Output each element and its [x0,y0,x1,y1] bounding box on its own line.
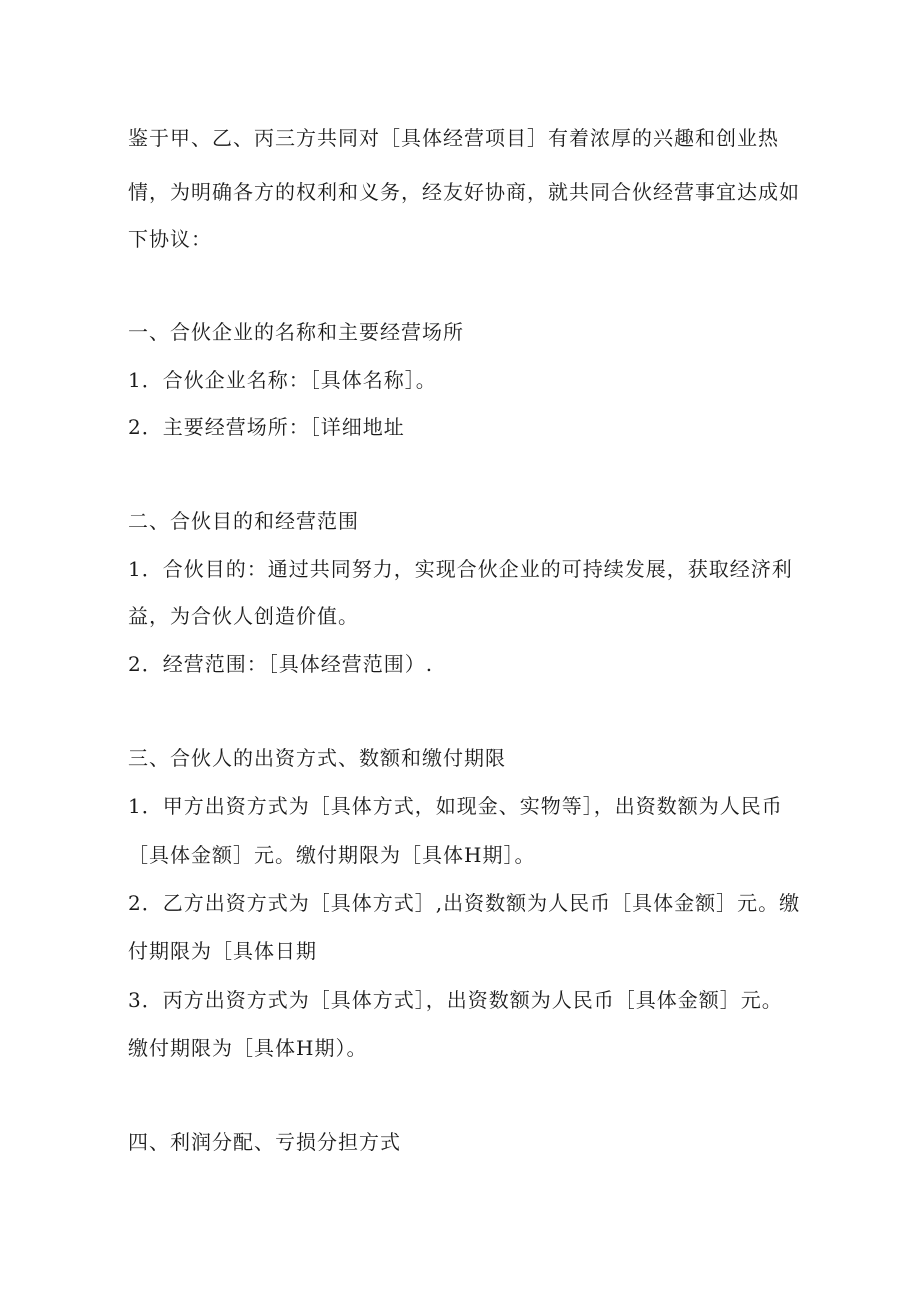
intro-line-2: 情，为明确各方的权利和义务，经友好协商，就共同合伙经营事宜达成如 [128,180,800,204]
section-2-item-1-line-2: 益，为合伙人创造价值。 [128,604,359,628]
section-1-item-2: 2．主要经营场所：［详细地址 [128,415,405,439]
section-1-item-1: 1．合伙企业名称：［具体名称］。 [128,368,437,392]
intro-line-1: 鉴于甲、乙、丙三方共同对［具体经营项目］有着浓厚的兴趣和创业热 [128,126,779,150]
section-3-item-2-line-2: 付期限为［具体日期 [128,939,317,963]
section-2-item-2: 2．经营范围：［具体经营范围）. [128,652,434,676]
intro-line-3: 下协议： [128,227,212,251]
section-3-item-1-line-2: ［具体金额］元。缴付期限为［具体H期］。 [128,843,536,867]
section-3-heading: 三、合伙人的出资方式、数额和缴付期限 [128,746,506,770]
section-3-item-2-line-1: 2．乙方出资方式为［具体方式］,出资数额为人民币［具体金额］元。缴 [128,891,801,915]
section-3-item-3-line-1: 3．丙方出资方式为［具体方式］，出资数额为人民币［具体金额］元。 [128,988,783,1012]
section-1-heading: 一、合伙企业的名称和主要经营场所 [128,320,464,344]
section-4-heading: 四、利润分配、亏损分担方式 [128,1130,401,1154]
section-3-item-3-line-2: 缴付期限为［具体H期）。 [128,1036,368,1060]
section-3-item-1-line-1: 1．甲方出资方式为［具体方式，如现金、实物等］，出资数额为人民币 [128,794,783,818]
section-2-heading: 二、合伙目的和经营范围 [128,509,359,533]
section-2-item-1-line-1: 1．合伙目的：通过共同努力，实现合伙企业的可持续发展，获取经济利 [128,557,793,581]
